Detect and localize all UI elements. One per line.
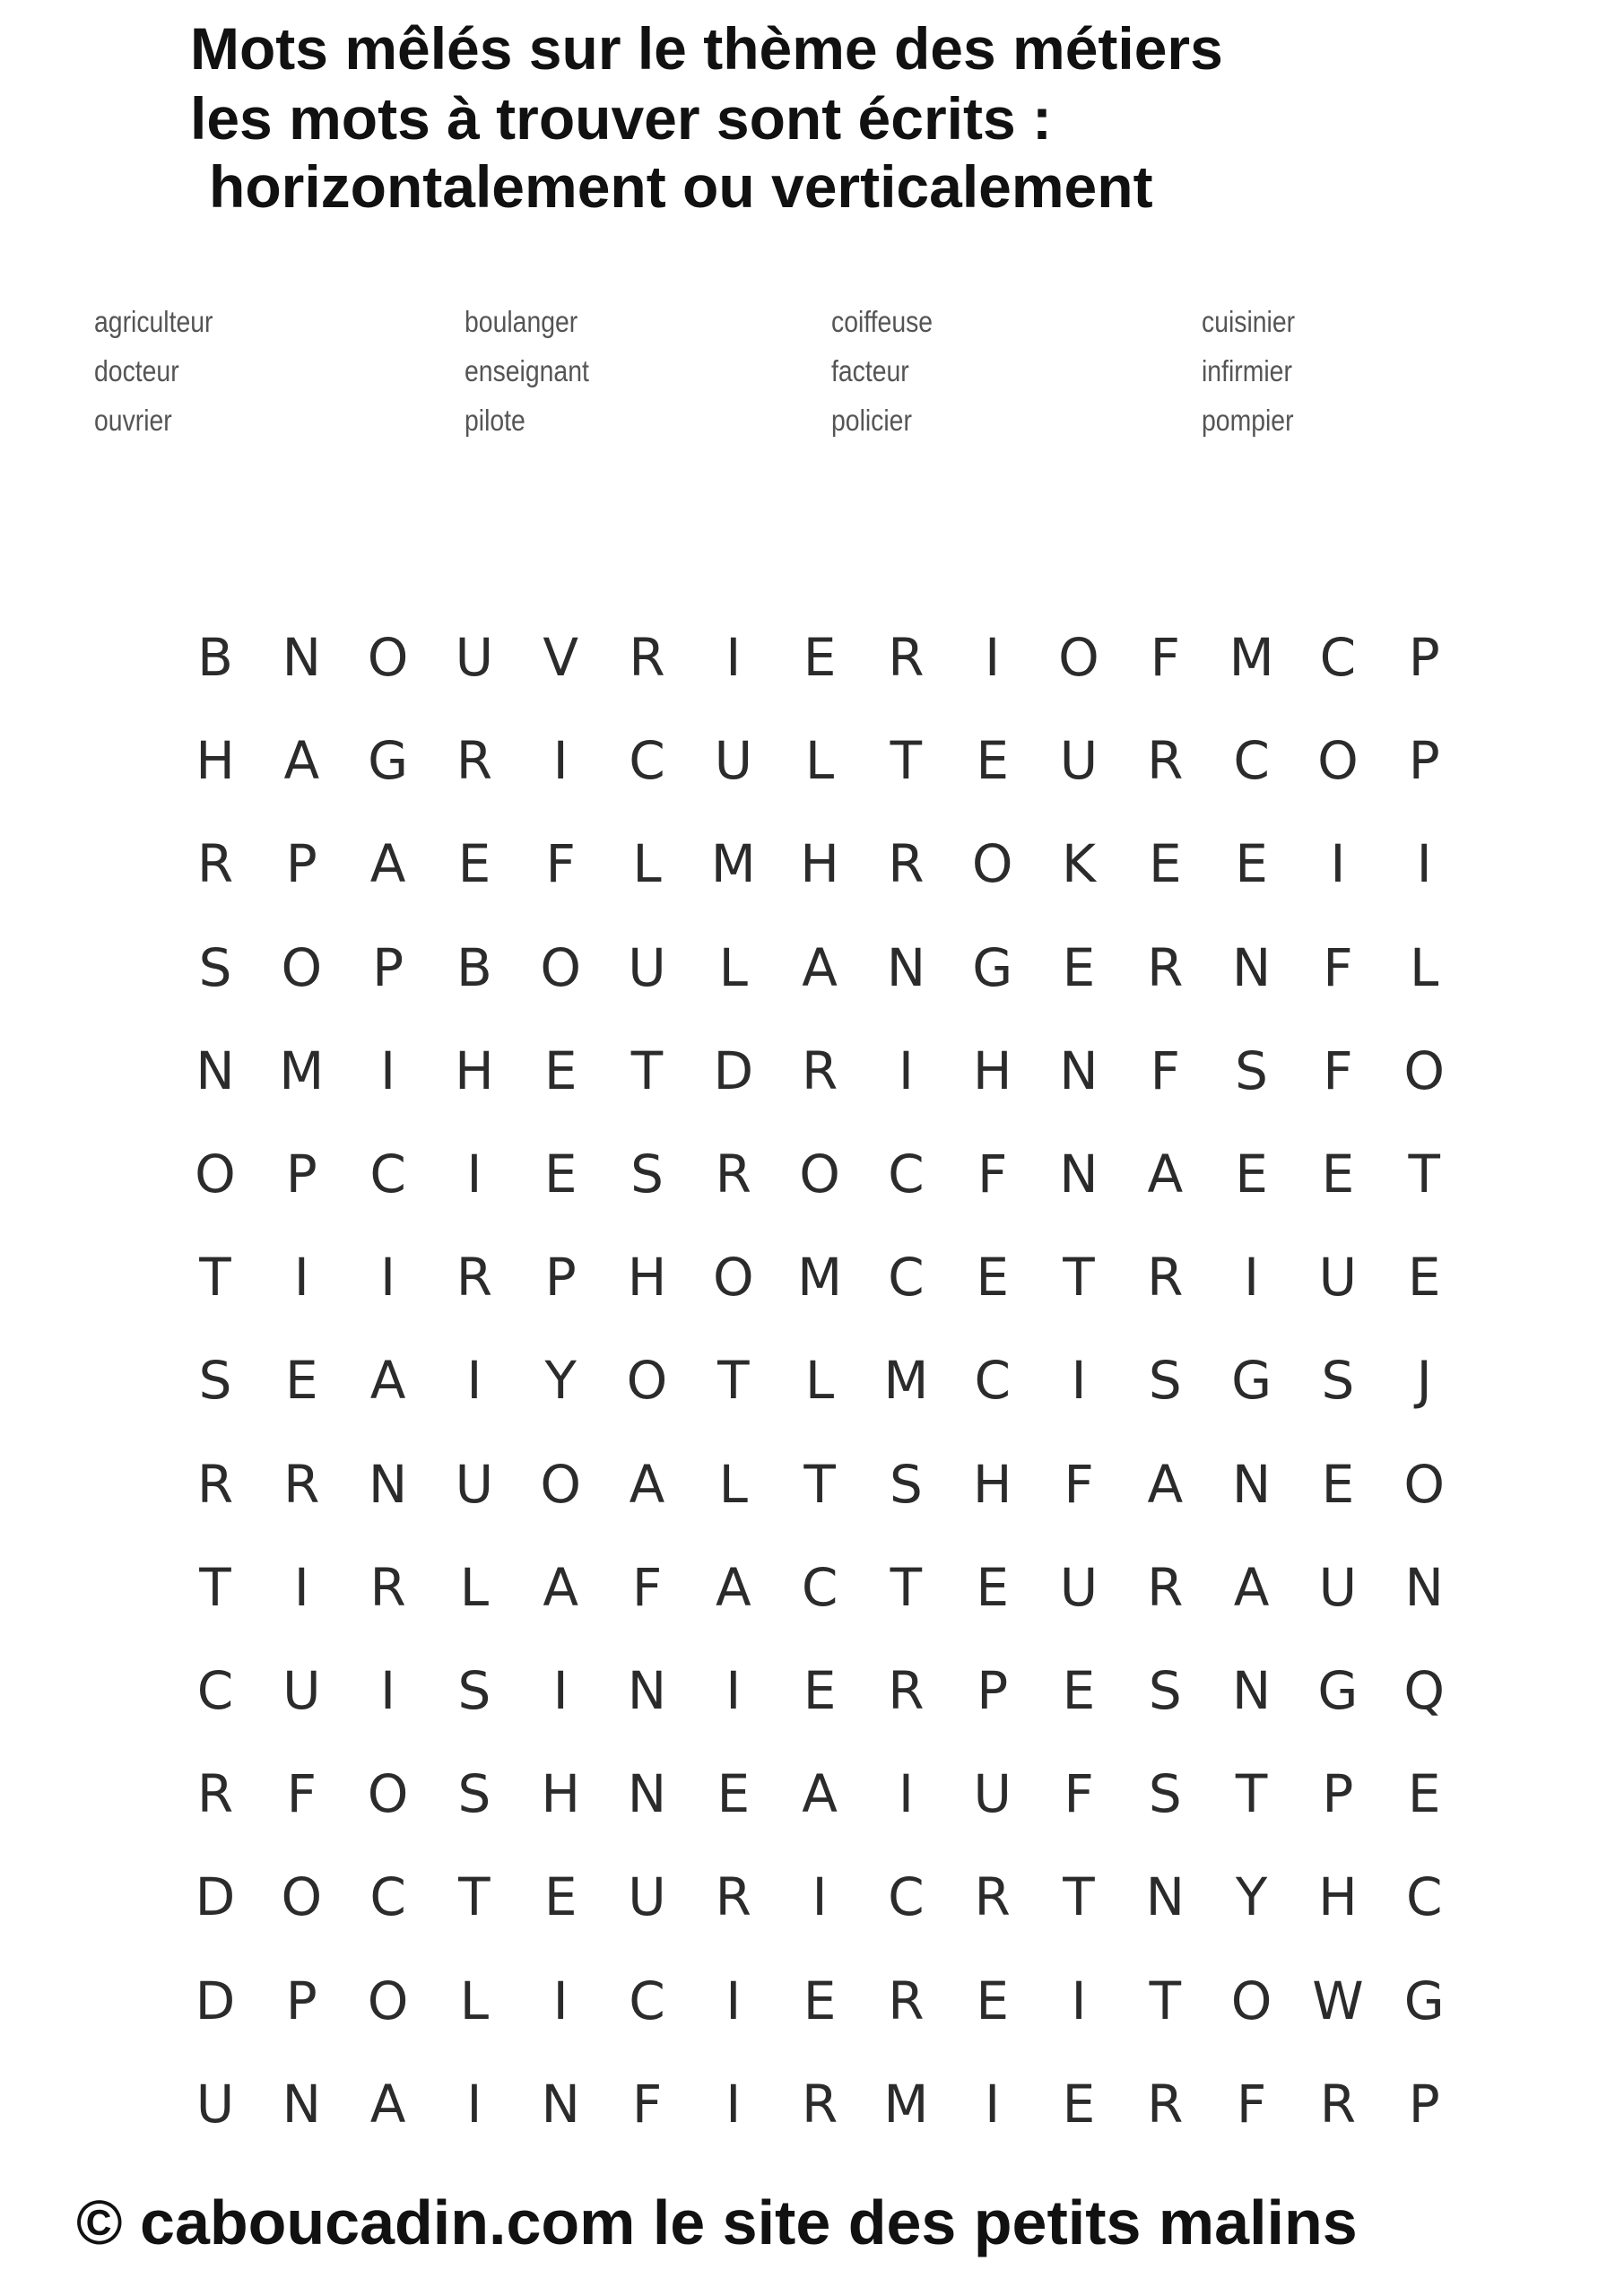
grid-cell-r8-c5: Y — [544, 1350, 577, 1412]
grid-cell-r13-c1: D — [195, 1866, 236, 1928]
grid-cell-r11-c10: P — [977, 1660, 1009, 1721]
grid-cell-r10-c12: R — [1147, 1556, 1184, 1618]
grid-cell-r3-c3: A — [369, 833, 406, 895]
grid-cell-r8-c13: G — [1231, 1350, 1272, 1412]
word-docteur: docteur — [94, 354, 179, 387]
grid-cell-r5-c7: D — [713, 1039, 754, 1101]
grid-cell-r15-c3: A — [369, 2073, 406, 2135]
grid-cell-r9-c9: S — [889, 1453, 923, 1515]
grid-cell-r14-c14: W — [1312, 1970, 1364, 2031]
grid-cell-r2-c14: O — [1317, 730, 1359, 792]
grid-cell-r7-c8: M — [797, 1247, 843, 1309]
grid-cell-r11-c4: S — [457, 1660, 491, 1721]
grid-cell-r8-c2: E — [284, 1350, 318, 1412]
grid-cell-r2-c4: R — [456, 730, 493, 792]
grid-cell-r15-c5: N — [541, 2073, 580, 2135]
grid-cell-r10-c6: F — [631, 1556, 663, 1618]
grid-cell-r10-c9: T — [890, 1556, 923, 1618]
grid-cell-r8-c7: T — [717, 1350, 750, 1412]
grid-cell-r1-c9: R — [888, 627, 925, 688]
grid-cell-r9-c4: U — [455, 1453, 494, 1515]
grid-cell-r5-c4: H — [455, 1039, 494, 1101]
grid-cell-r5-c9: I — [898, 1039, 914, 1101]
word-policier: policier — [831, 404, 912, 437]
grid-cell-r6-c3: C — [369, 1144, 406, 1205]
grid-cell-r7-c15: E — [1407, 1247, 1441, 1309]
grid-cell-r11-c13: N — [1231, 1660, 1272, 1721]
grid-cell-r13-c12: N — [1145, 1866, 1185, 1928]
grid-cell-r11-c6: N — [627, 1660, 667, 1721]
grid-cell-r3-c9: R — [888, 833, 925, 895]
grid-cell-r12-c2: F — [286, 1763, 317, 1825]
grid-cell-r2-c7: U — [714, 730, 753, 792]
grid-cell-r6-c4: I — [466, 1144, 482, 1205]
grid-cell-r11-c12: S — [1148, 1660, 1182, 1721]
title-line-2: les mots à trouver sont écrits : — [190, 85, 1052, 152]
grid-cell-r10-c10: E — [976, 1556, 1010, 1618]
grid-cell-r14-c10: E — [976, 1970, 1010, 2031]
grid-cell-r9-c11: F — [1064, 1453, 1094, 1515]
grid-cell-r10-c4: L — [459, 1556, 490, 1618]
grid-cell-r4-c7: L — [718, 936, 748, 998]
grid-cell-r14-c3: O — [367, 1970, 409, 2031]
grid-cell-r15-c7: I — [725, 2073, 742, 2135]
grid-cell-r13-c7: R — [715, 1866, 751, 1928]
word-ouvrier: ouvrier — [94, 404, 172, 437]
word-boulanger: boulanger — [465, 305, 578, 338]
grid-cell-r12-c11: F — [1064, 1763, 1094, 1825]
grid-cell-r9-c10: H — [972, 1453, 1012, 1515]
grid-cell-r4-c4: B — [456, 936, 492, 998]
grid-cell-r13-c5: E — [543, 1866, 578, 1928]
grid-cell-r7-c13: I — [1244, 1247, 1260, 1309]
grid-cell-r4-c10: G — [972, 936, 1013, 998]
grid-cell-r11-c5: I — [552, 1660, 569, 1721]
grid-cell-r12-c13: T — [1235, 1763, 1268, 1825]
grid-cell-r5-c6: T — [630, 1039, 664, 1101]
grid-cell-r6-c7: R — [715, 1144, 751, 1205]
grid-cell-r2-c12: R — [1147, 730, 1184, 792]
grid-cell-r11-c7: I — [725, 1660, 742, 1721]
grid-cell-r10-c3: R — [369, 1556, 406, 1618]
grid-cell-r10-c15: N — [1404, 1556, 1444, 1618]
word-facteur: facteur — [831, 354, 909, 387]
grid-cell-r2-c2: A — [283, 730, 320, 792]
grid-cell-r14-c15: G — [1403, 1970, 1445, 2031]
grid-cell-r14-c11: I — [1071, 1970, 1087, 2031]
grid-cell-r2-c5: I — [552, 730, 569, 792]
grid-cell-r13-c14: H — [1318, 1866, 1358, 1928]
grid-cell-r12-c12: S — [1148, 1763, 1182, 1825]
grid-cell-r10-c2: I — [293, 1556, 309, 1618]
word-enseignant: enseignant — [465, 354, 589, 387]
grid-cell-r8-c14: S — [1321, 1350, 1355, 1412]
grid-cell-r10-c8: C — [801, 1556, 838, 1618]
grid-cell-r2-c11: U — [1059, 730, 1099, 792]
grid-cell-r14-c7: I — [725, 1970, 742, 2031]
grid-cell-r15-c6: F — [631, 2073, 663, 2135]
grid-cell-r15-c11: E — [1062, 2073, 1096, 2135]
grid-cell-r6-c15: T — [1408, 1144, 1440, 1205]
grid-cell-r5-c12: F — [1150, 1039, 1180, 1101]
grid-cell-r11-c11: E — [1062, 1660, 1096, 1721]
grid-cell-r9-c2: R — [283, 1453, 320, 1515]
grid-cell-r7-c10: E — [976, 1247, 1010, 1309]
grid-cell-r1-c10: I — [985, 627, 1001, 688]
grid-cell-r6-c9: C — [888, 1144, 925, 1205]
grid-cell-r9-c3: N — [368, 1453, 408, 1515]
grid-cell-r5-c11: N — [1059, 1039, 1099, 1101]
grid-cell-r8-c3: A — [369, 1350, 406, 1412]
grid-cell-r13-c11: T — [1063, 1866, 1095, 1928]
grid-cell-r6-c12: A — [1147, 1144, 1184, 1205]
grid-cell-r7-c9: C — [888, 1247, 925, 1309]
grid-cell-r2-c15: P — [1408, 730, 1440, 792]
grid-cell-r5-c5: E — [543, 1039, 578, 1101]
grid-cell-r1-c5: V — [543, 627, 579, 688]
grid-cell-r7-c12: R — [1147, 1247, 1184, 1309]
grid-cell-r4-c14: F — [1323, 936, 1353, 998]
grid-cell-r12-c5: H — [541, 1763, 580, 1825]
grid-cell-r9-c13: N — [1231, 1453, 1272, 1515]
grid-cell-r1-c1: B — [197, 627, 233, 688]
grid-cell-r5-c2: M — [279, 1039, 325, 1101]
grid-cell-r6-c5: E — [543, 1144, 578, 1205]
grid-cell-r1-c8: E — [803, 627, 837, 688]
grid-cell-r11-c9: R — [888, 1660, 925, 1721]
word-coiffeuse: coiffeuse — [831, 305, 934, 338]
grid-cell-r6-c6: S — [630, 1144, 664, 1205]
grid-cell-r15-c4: I — [466, 2073, 482, 2135]
grid-cell-r9-c12: A — [1147, 1453, 1184, 1515]
grid-cell-r3-c15: I — [1416, 833, 1432, 895]
grid-cell-r4-c1: S — [198, 936, 232, 998]
grid-cell-r1-c4: U — [455, 627, 494, 688]
grid-cell-r4-c8: A — [802, 936, 838, 998]
grid-cell-r2-c9: T — [890, 730, 923, 792]
grid-cell-r7-c3: I — [380, 1247, 396, 1309]
grid-cell-r13-c6: U — [628, 1866, 666, 1928]
grid-cell-r1-c15: P — [1408, 627, 1440, 688]
grid-cell-r15-c8: R — [801, 2073, 838, 2135]
grid-cell-r5-c8: R — [801, 1039, 838, 1101]
word-infirmier: infirmier — [1202, 354, 1292, 387]
grid-cell-r12-c3: O — [367, 1763, 409, 1825]
grid-cell-r8-c6: O — [626, 1350, 668, 1412]
grid-cell-r13-c15: C — [1405, 1866, 1443, 1928]
grid-cell-r9-c5: O — [540, 1453, 582, 1515]
grid-cell-r4-c3: P — [372, 936, 404, 998]
grid-cell-r14-c1: D — [195, 1970, 236, 2031]
grid-cell-r14-c13: O — [1230, 1970, 1272, 2031]
grid-cell-r8-c9: M — [883, 1350, 929, 1412]
grid-cell-r4-c13: N — [1231, 936, 1272, 998]
grid-cell-r8-c12: S — [1148, 1350, 1182, 1412]
grid-cell-r10-c13: A — [1233, 1556, 1270, 1618]
grid-cell-r4-c5: O — [540, 936, 582, 998]
grid-cell-r2-c3: G — [368, 730, 409, 792]
grid-cell-r7-c7: O — [712, 1247, 754, 1309]
grid-cell-r7-c2: I — [293, 1247, 309, 1309]
grid-cell-r5-c10: H — [972, 1039, 1012, 1101]
grid-cell-r13-c4: T — [458, 1866, 491, 1928]
grid-cell-r11-c1: C — [196, 1660, 234, 1721]
copyright-footer: © caboucadin.com le site des petits malins — [76, 2187, 1358, 2257]
grid-cell-r9-c1: R — [196, 1453, 234, 1515]
grid-cell-r3-c8: H — [800, 833, 839, 895]
grid-cell-r1-c12: F — [1150, 627, 1180, 688]
grid-cell-r9-c14: E — [1321, 1453, 1355, 1515]
grid-cell-r12-c14: P — [1322, 1763, 1354, 1825]
grid-cell-r9-c8: T — [803, 1453, 836, 1515]
grid-cell-r13-c10: R — [974, 1866, 1011, 1928]
grid-cell-r9-c7: L — [718, 1453, 748, 1515]
grid-cell-r3-c2: P — [285, 833, 317, 895]
grid-cell-r14-c9: R — [888, 1970, 925, 2031]
grid-cell-r10-c1: T — [199, 1556, 231, 1618]
grid-cell-r11-c15: Q — [1403, 1660, 1446, 1721]
grid-cell-r12-c6: N — [627, 1763, 667, 1825]
grid-cell-r12-c8: A — [802, 1763, 838, 1825]
grid-cell-r8-c10: C — [974, 1350, 1011, 1412]
grid-cell-r7-c11: T — [1063, 1247, 1095, 1309]
grid-cell-r4-c12: R — [1147, 936, 1184, 998]
grid-cell-r2-c6: C — [629, 730, 665, 792]
grid-cell-r3-c12: E — [1148, 833, 1182, 895]
grid-cell-r13-c9: C — [888, 1866, 925, 1928]
grid-cell-r14-c12: T — [1149, 1970, 1182, 2031]
grid-cell-r15-c15: P — [1408, 2073, 1440, 2135]
grid-cell-r7-c14: U — [1318, 1247, 1358, 1309]
grid-cell-r5-c3: I — [380, 1039, 396, 1101]
grid-cell-r10-c5: A — [543, 1556, 579, 1618]
grid-cell-r13-c13: Y — [1235, 1866, 1268, 1928]
grid-cell-r3-c10: O — [971, 833, 1013, 895]
grid-cell-r8-c11: I — [1071, 1350, 1087, 1412]
grid-cell-r1-c14: C — [1319, 627, 1357, 688]
grid-cell-r12-c4: S — [457, 1763, 491, 1825]
grid-cell-r4-c6: U — [628, 936, 666, 998]
grid-cell-r3-c7: M — [710, 833, 756, 895]
grid-cell-r6-c2: P — [285, 1144, 317, 1205]
grid-cell-r3-c11: K — [1061, 833, 1097, 895]
grid-cell-r14-c8: E — [803, 1970, 837, 2031]
grid-cell-r1-c13: M — [1229, 627, 1274, 688]
grid-cell-r6-c14: E — [1321, 1144, 1355, 1205]
word-pilote: pilote — [465, 404, 525, 437]
word-pompier: pompier — [1202, 404, 1294, 437]
grid-cell-r10-c14: U — [1318, 1556, 1358, 1618]
grid-cell-r1-c11: O — [1058, 627, 1099, 688]
grid-cell-r9-c15: O — [1403, 1453, 1446, 1515]
grid-cell-r12-c10: U — [973, 1763, 1012, 1825]
grid-cell-r15-c13: F — [1236, 2073, 1267, 2135]
title-line-1: Mots mêlés sur le thème des métiers — [190, 15, 1223, 82]
grid-cell-r6-c8: O — [799, 1144, 840, 1205]
grid-cell-r12-c15: E — [1407, 1763, 1441, 1825]
grid-cell-r5-c15: O — [1403, 1039, 1446, 1101]
grid-cell-r8-c1: S — [198, 1350, 232, 1412]
grid-cell-r6-c13: E — [1235, 1144, 1268, 1205]
grid-cell-r4-c15: L — [1410, 936, 1439, 998]
grid-cell-r3-c13: E — [1235, 833, 1268, 895]
grid-cell-r5-c1: N — [195, 1039, 235, 1101]
grid-cell-r14-c4: L — [459, 1970, 490, 2031]
grid-cell-r7-c5: P — [544, 1247, 577, 1309]
grid-cell-r13-c8: I — [812, 1866, 828, 1928]
grid-cell-r15-c10: I — [985, 2073, 1001, 2135]
grid-cell-r3-c1: R — [196, 833, 234, 895]
grid-cell-r15-c12: R — [1147, 2073, 1184, 2135]
grid-cell-r15-c9: M — [883, 2073, 929, 2135]
grid-cell-r10-c7: A — [715, 1556, 751, 1618]
grid-cell-r6-c1: O — [195, 1144, 236, 1205]
grid-cell-r7-c1: T — [199, 1247, 231, 1309]
grid-cell-r2-c1: H — [195, 730, 235, 792]
grid-cell-r14-c5: I — [552, 1970, 569, 2031]
grid-cell-r1-c2: N — [282, 627, 321, 688]
grid-cell-r15-c2: N — [282, 2073, 321, 2135]
grid-cell-r13-c3: C — [369, 1866, 406, 1928]
grid-cell-r13-c2: O — [281, 1866, 323, 1928]
grid-cell-r3-c5: F — [545, 833, 576, 895]
word-cuisinier: cuisinier — [1202, 305, 1296, 338]
grid-cell-r7-c4: R — [456, 1247, 493, 1309]
grid-cell-r12-c1: R — [196, 1763, 234, 1825]
grid-cell-r3-c4: E — [457, 833, 491, 895]
grid-cell-r3-c14: I — [1330, 833, 1346, 895]
grid-cell-r11-c14: G — [1317, 1660, 1359, 1721]
grid-cell-r15-c1: U — [195, 2073, 235, 2135]
grid-cell-r14-c6: C — [629, 1970, 665, 2031]
grid-cell-r6-c10: F — [977, 1144, 1008, 1205]
grid-cell-r5-c13: S — [1235, 1039, 1268, 1101]
grid-cell-r1-c6: R — [629, 627, 665, 688]
grid-cell-r2-c10: E — [976, 730, 1010, 792]
grid-cell-r12-c9: I — [898, 1763, 914, 1825]
grid-cell-r2-c13: C — [1233, 730, 1270, 792]
grid-cell-r14-c2: P — [285, 1970, 317, 2031]
grid-cell-r2-c8: L — [804, 730, 835, 792]
grid-cell-r1-c3: O — [367, 627, 409, 688]
grid-cell-r4-c9: N — [886, 936, 926, 998]
grid-cell-r11-c2: U — [282, 1660, 321, 1721]
grid-cell-r15-c14: R — [1319, 2073, 1357, 2135]
grid-cell-r8-c8: L — [804, 1350, 835, 1412]
grid-cell-r12-c7: E — [716, 1763, 751, 1825]
grid-cell-r8-c4: I — [466, 1350, 482, 1412]
title-line-3: horizontalement ou verticalement — [209, 153, 1153, 220]
grid-cell-r9-c6: A — [629, 1453, 665, 1515]
grid-cell-r4-c2: O — [281, 936, 323, 998]
grid-cell-r6-c11: N — [1059, 1144, 1099, 1205]
grid-cell-r10-c11: U — [1059, 1556, 1099, 1618]
word-agriculteur: agriculteur — [94, 305, 213, 338]
grid-cell-r7-c6: H — [627, 1247, 667, 1309]
grid-cell-r3-c6: L — [632, 833, 662, 895]
grid-cell-r11-c3: I — [380, 1660, 396, 1721]
grid-cell-r5-c14: F — [1323, 1039, 1353, 1101]
grid-cell-r8-c15: J — [1416, 1350, 1432, 1412]
grid-cell-r1-c7: I — [725, 627, 742, 688]
grid-cell-r11-c8: E — [803, 1660, 837, 1721]
grid-cell-r4-c11: E — [1062, 936, 1096, 998]
